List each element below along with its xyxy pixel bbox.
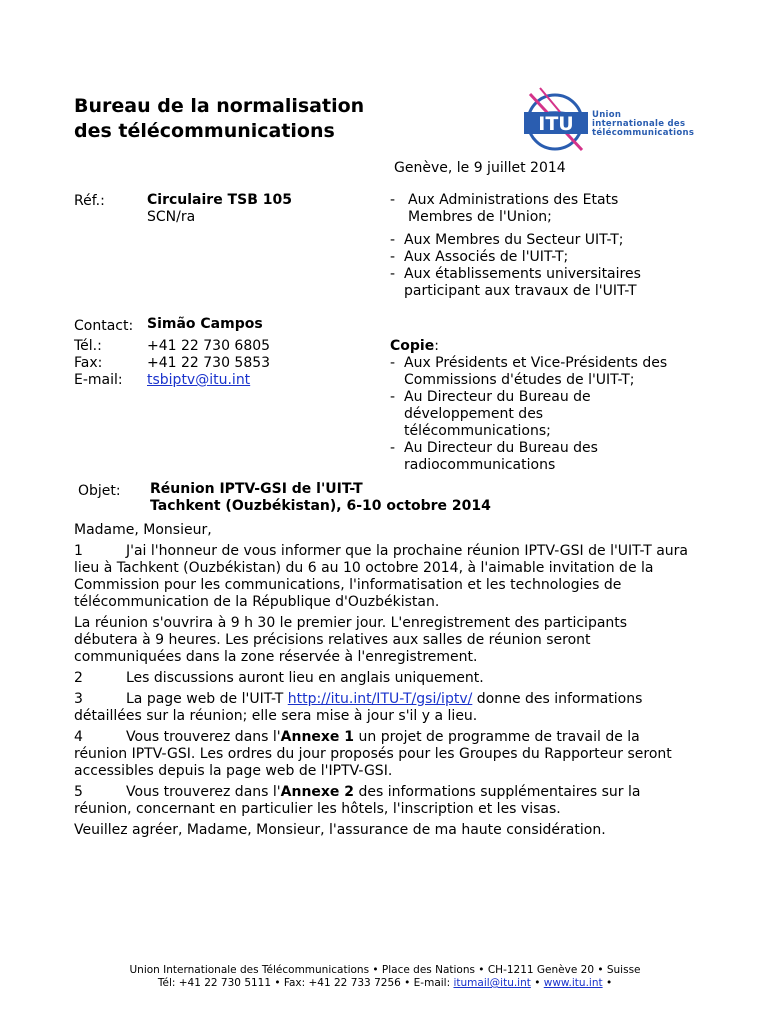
paragraph-3: 3 La page web de l'UIT-T http://itu.int/ITU-T/gsi/iptv/ donne des informations détaillées sur la réunion; elle sera mise à jour s'il y a lieu.: [74, 691, 643, 724]
paragraph-4: 4 Vous trouverez dans l'Annexe 1 un projet de programme de travail de la réunion IPTV-GSI. Les ordres du jour proposés pour les Groupes du Rapporteur seront accessibles depuis la page web de l'IPTV-GSI.: [74, 729, 672, 779]
itu-logo: [520, 84, 720, 158]
fax-value: +41 22 730 5853: [147, 355, 271, 371]
copy-item: - Aux Présidents et Vice-Présidents des Commissions d'études de l'UIT-T;: [390, 355, 668, 388]
contact-email-link[interactable]: tsbiptv@itu.int: [147, 372, 251, 388]
subject-line-2: Tachkent (Ouzbékistan), 6-10 octobre 2014: [150, 498, 491, 514]
footer-line-1: Union Internationale des Télécommunications • Place des Nations • CH-1211 Genève 20 • Suisse: [129, 964, 641, 976]
iptv-gsi-web-link[interactable]: http://itu.int/ITU-T/gsi/iptv/: [287, 691, 473, 707]
ref-circular: Circulaire TSB 105: [147, 192, 292, 208]
bureau-title: [74, 94, 364, 144]
recipient-item: - Aux Associés de l'UIT-T;: [390, 249, 569, 265]
tel-value: +41 22 730 6805: [147, 338, 271, 354]
title-line-1: Bureau de la normalisation: [74, 95, 365, 117]
footer-web-link[interactable]: www.itu.int: [543, 977, 603, 989]
email-label: E-mail:: [74, 372, 123, 388]
subject-label: Objet:: [78, 483, 121, 499]
copy-item: - Au Directeur du Bureau de développement des télécommunications;: [390, 389, 591, 439]
paragraph-2: 2 Les discussions auront lieu en anglais uniquement.: [74, 670, 484, 686]
ref-code: SCN/ra: [147, 209, 196, 225]
copy-label: Copie: [390, 338, 435, 354]
logo-line-2: internationale des: [592, 119, 686, 129]
footer-email-link[interactable]: itumail@itu.int: [453, 977, 531, 989]
copy-item: - Au Directeur du Bureau des radiocommunications: [390, 440, 598, 473]
subject-line-1: Réunion IPTV-GSI de l'UIT-T: [150, 481, 363, 497]
recipient-item: - Aux Administrations des Etats Membres de l'Union;: [390, 192, 619, 225]
footer-line-2: Tél: +41 22 730 5111 • Fax: +41 22 733 7256 • E-mail: itumail@itu.int • www.itu.int •: [157, 977, 613, 989]
logo-text: [592, 111, 694, 138]
recipient-item: - Aux Membres du Secteur UIT-T;: [390, 232, 624, 248]
salutation: Madame, Monsieur,: [74, 522, 212, 538]
recipient-item: - Aux établissements universitaires participant aux travaux de l'UIT-T: [390, 266, 641, 299]
copy-list: Copie: - Aux Présidents et Vice-Présidents des Commissions d'études de l'UIT-T; - Au Directeur du Bureau de développement des télécommunications; - Au Directeur du Bureau des radiocommunications: [390, 338, 710, 474]
contact-label: Contact:: [74, 318, 134, 334]
paragraph-1b: La réunion s'ouvrira à 9 h 30 le premier jour. L'enregistrement des participants débutera à 9 heures. Les précisions relatives aux salles de réunion seront communiquées dans la zone réservée à l'enregistrement.: [74, 615, 628, 665]
paragraph-5: 5 Vous trouverez dans l'Annexe 2 des informations supplémentaires sur la réunion, concernant en particulier les hôtels, l'inscription et les visas.: [74, 784, 641, 817]
tel-label: Tél.:: [74, 338, 102, 354]
paragraph-1: 1 J'ai l'honneur de vous informer que la prochaine réunion IPTV-GSI de l'UIT-T aura lieu à Tachkent (Ouzbékistan) du 6 au 10 octobre 2014, à l'aimable invitation de la Commission pour les communications, l'informatisation et les technologies de télécommunication de la République d'Ouzbékistan.: [74, 543, 689, 610]
page-footer: [0, 964, 770, 990]
letter-body: [74, 522, 694, 839]
logo-acronym: ITU: [538, 113, 574, 135]
ref-label: Réf.:: [74, 193, 105, 209]
letter-date: Genève, le 9 juillet 2014: [394, 160, 566, 176]
logo-line-3: télécommunications: [592, 128, 695, 138]
title-line-2: des télécommunications: [74, 120, 335, 142]
closing: Veuillez agréer, Madame, Monsieur, l'assurance de ma haute considération.: [74, 822, 606, 838]
logo-line-1: Union: [592, 110, 622, 120]
fax-label: Fax:: [74, 355, 103, 371]
recipients-list: [390, 192, 710, 300]
contact-name: Simão Campos: [147, 316, 263, 332]
